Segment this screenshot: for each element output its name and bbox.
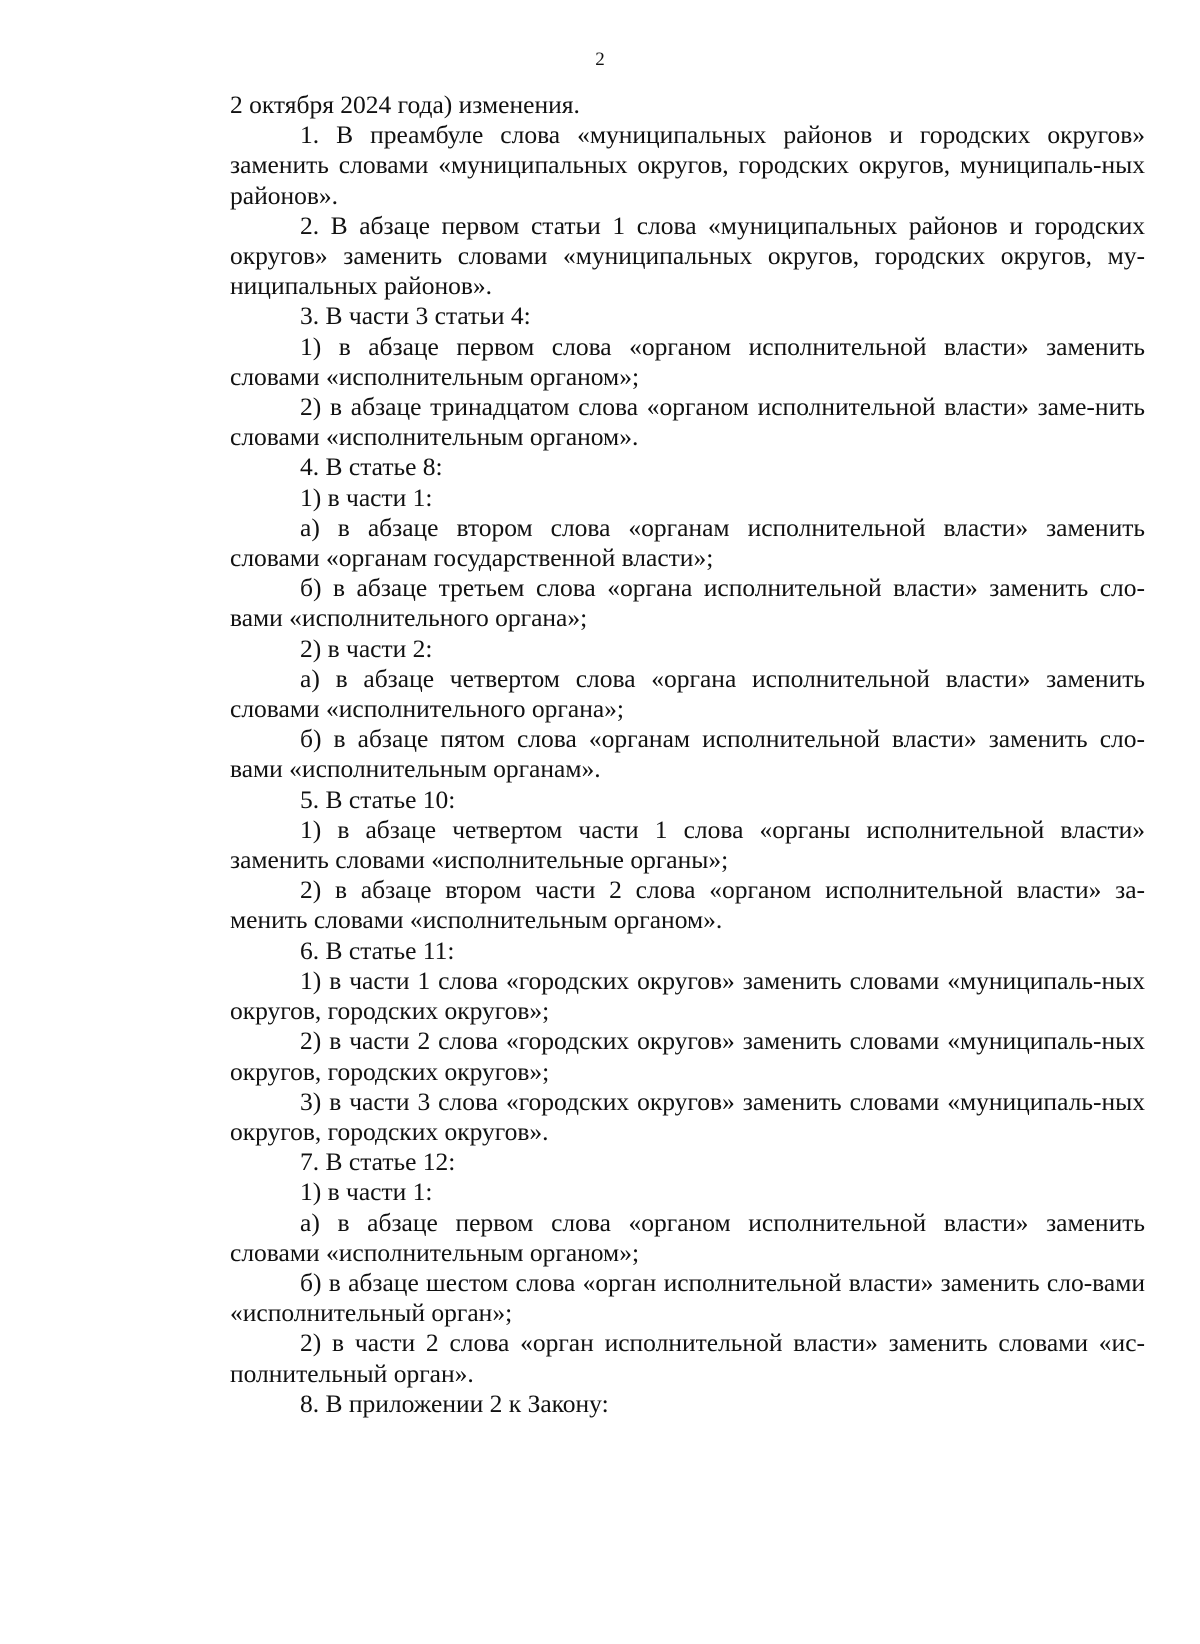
paragraph-item-4-2: 2) в части 2: xyxy=(300,633,433,663)
page-number: 2 xyxy=(595,49,605,70)
paragraph-item-6: 6. В статье 11: xyxy=(300,935,455,965)
paragraph-item-4-1-b: б) в абзаце третьем слова «органа исполнительной власти» заменить сло-вами «исполнительного органа»; xyxy=(230,573,1145,633)
paragraph-item-5-2: 2) в абзаце втором части 2 слова «органом исполнительной власти» за-менить словами «исполнительным органом». xyxy=(230,875,1145,935)
paragraph-item-5-1: 1) в абзаце четвертом части 1 слова «органы исполнительной власти» заменить словами «исполнительные органы»; xyxy=(230,814,1145,875)
document-body xyxy=(230,90,1145,1419)
paragraph-item-3: 3. В части 3 статьи 4: xyxy=(300,301,531,331)
paragraph-item-6-1: 1) в части 1 слова «городских округов» заменить словами «муниципаль-ных округов, городских округов»; xyxy=(230,965,1145,1026)
paragraph-item-6-3: 3) в части 3 слова «городских округов» заменить словами «муниципаль-ных округов, городских округов». xyxy=(230,1086,1145,1146)
paragraph-item-4-1-a: а) в абзаце втором слова «органам исполнительной власти» заменить словами «органам государственной власти»; xyxy=(230,512,1145,573)
paragraph-item-4: 4. В статье 8: xyxy=(300,452,443,482)
paragraph-item-2: 2. В абзаце первом статьи 1 слова «муниципальных районов и городских округов» заменить словами «муниципальных округов, городских округов, му-ниципальных районов». xyxy=(230,210,1145,301)
paragraph-continuation: 2 октября 2024 года) изменения. xyxy=(230,90,580,119)
paragraph-item-7-1-a: а) в абзаце первом слова «органом исполнительной власти» заменить словами «исполнительным органом»; xyxy=(230,1207,1145,1267)
paragraph-item-7-1: 1) в части 1: xyxy=(300,1177,433,1207)
paragraph-item-6-2: 2) в части 2 слова «городских округов» заменить словами «муниципаль-ных округов, городских округов»; xyxy=(230,1026,1145,1086)
paragraph-item-4-2-a: а) в абзаце четвертом слова «органа исполнительной власти» заменить словами «исполнительного органа»; xyxy=(230,663,1145,724)
paragraph-item-3-1: 1) в абзаце первом слова «органом исполнительной власти» заменить словами «исполнительным органом»; xyxy=(230,331,1145,391)
paragraph-item-7-2: 2) в части 2 слова «орган исполнительной власти» заменить словами «ис-полнительный орган». xyxy=(230,1328,1145,1388)
paragraph-item-4-1: 1) в части 1: xyxy=(300,482,433,512)
paragraph-item-1: 1. В преамбуле слова «муниципальных районов и городских округов» заменить словами «муниципальных округов, городских округов, муниципаль-ных районов». xyxy=(230,120,1145,210)
paragraph-item-5: 5. В статье 10: xyxy=(300,784,456,814)
paragraph-item-3-2: 2) в абзаце тринадцатом слова «органом исполнительной власти» заме-нить словами «исполнительным органом». xyxy=(230,392,1145,452)
paragraph-item-7: 7. В статье 12: xyxy=(300,1147,456,1177)
paragraph-item-4-2-b: б) в абзаце пятом слова «органам исполнительной власти» заменить сло-вами «исполнительным органам». xyxy=(230,724,1145,784)
paragraph-item-7-1-b: б) в абзаце шестом слова «орган исполнительной власти» заменить сло-вами «исполнительный орган»; xyxy=(230,1267,1145,1328)
paragraph-item-8: 8. В приложении 2 к Закону: xyxy=(300,1388,609,1418)
